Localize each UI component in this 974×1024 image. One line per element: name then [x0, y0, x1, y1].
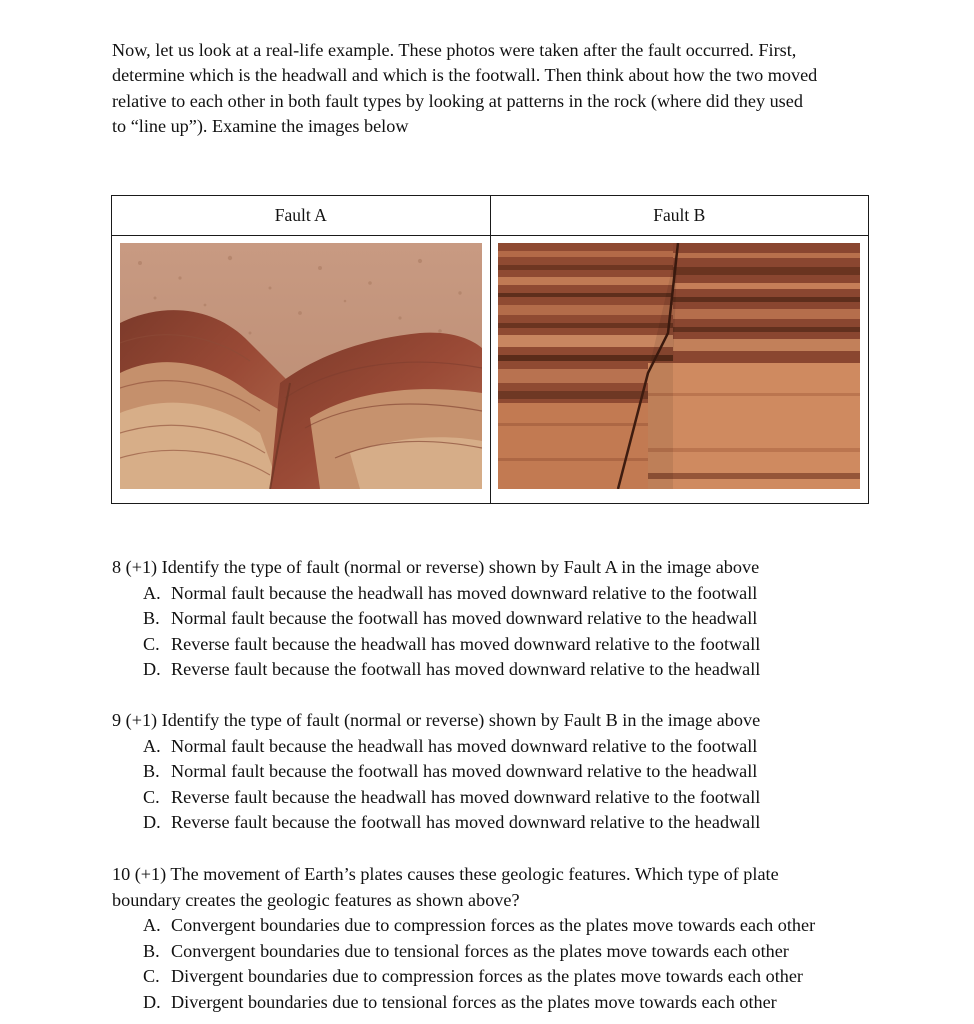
option-letter: C. — [143, 966, 160, 987]
option-text: Reverse fault because the footwall has moved downward relative to the headwall — [171, 812, 761, 833]
answer-options — [112, 734, 892, 836]
question-10 — [112, 862, 892, 1016]
question-8 — [112, 555, 892, 683]
option-text: Reverse fault because the headwall has moved downward relative to the footwall — [171, 786, 761, 807]
question-text: 10 (+1) The movement of Earth’s plates causes these geologic features. Which type of plate — [112, 864, 779, 884]
answer-option-a[interactable] — [143, 913, 892, 939]
fault-a-photo — [120, 243, 482, 489]
answer-option-a[interactable] — [143, 581, 892, 607]
fault-b-photo — [498, 243, 860, 489]
fault-a-cell — [112, 236, 491, 504]
answer-option-b[interactable] — [143, 759, 892, 785]
intro-line: to “line up”). Examine the images below — [112, 115, 409, 136]
option-text: Normal fault because the footwall has moved downward relative to the headwall — [171, 608, 758, 629]
option-text: Normal fault because the footwall has moved downward relative to the headwall — [171, 761, 758, 782]
intro-line: relative to each other in both fault types by looking at patterns in the rock (where did they used — [112, 90, 803, 111]
question-9 — [112, 708, 892, 836]
intro-paragraph — [112, 38, 872, 139]
option-text: Convergent boundaries due to compression forces as the plates move towards each other — [171, 915, 816, 936]
answer-option-b[interactable] — [143, 606, 892, 632]
answer-option-d[interactable] — [143, 657, 892, 683]
option-letter: D. — [143, 991, 161, 1012]
option-letter: D. — [143, 659, 161, 680]
fault-image-table — [111, 195, 869, 504]
fault-a-header: Fault A — [112, 196, 491, 236]
answer-option-d[interactable] — [143, 990, 892, 1016]
intro-line: Now, let us look at a real-life example. These photos were taken after the fault occurred. First, — [112, 40, 797, 60]
option-text: Convergent boundaries due to tensional forces as the plates move towards each other — [171, 940, 789, 961]
fault-b-cell — [490, 236, 869, 504]
answer-option-a[interactable] — [143, 734, 892, 760]
option-text: Normal fault because the headwall has moved downward relative to the footwall — [171, 582, 758, 603]
option-text: Divergent boundaries due to compression forces as the plates move towards each other — [171, 966, 803, 987]
question-text: boundary creates the geologic features as shown above? — [112, 889, 520, 910]
answer-option-c[interactable] — [143, 632, 892, 658]
answer-options — [112, 913, 892, 1015]
answer-option-c[interactable] — [143, 785, 892, 811]
option-letter: C. — [143, 786, 160, 807]
option-letter: D. — [143, 812, 161, 833]
option-letter: C. — [143, 633, 160, 654]
option-letter: A. — [143, 915, 161, 936]
option-text: Reverse fault because the footwall has moved downward relative to the headwall — [171, 659, 761, 680]
answer-option-c[interactable] — [143, 964, 892, 990]
option-text: Reverse fault because the headwall has moved downward relative to the footwall — [171, 633, 761, 654]
intro-line: determine which is the headwall and which is the footwall. Then think about how the two moved — [112, 65, 818, 86]
fault-b-header: Fault B — [490, 196, 869, 236]
question-text: 9 (+1) Identify the type of fault (normal or reverse) shown by Fault B in the image above — [112, 710, 761, 730]
answer-options — [112, 581, 892, 683]
answer-option-b[interactable] — [143, 939, 892, 965]
option-text: Divergent boundaries due to tensional forces as the plates move towards each other — [171, 991, 777, 1012]
option-letter: B. — [143, 761, 160, 782]
option-letter: B. — [143, 940, 160, 961]
option-letter: A. — [143, 735, 161, 756]
answer-option-d[interactable] — [143, 810, 892, 836]
option-text: Normal fault because the headwall has moved downward relative to the footwall — [171, 735, 758, 756]
option-letter: A. — [143, 582, 161, 603]
question-text: 8 (+1) Identify the type of fault (normal or reverse) shown by Fault A in the image above — [112, 557, 760, 577]
option-letter: B. — [143, 608, 160, 629]
